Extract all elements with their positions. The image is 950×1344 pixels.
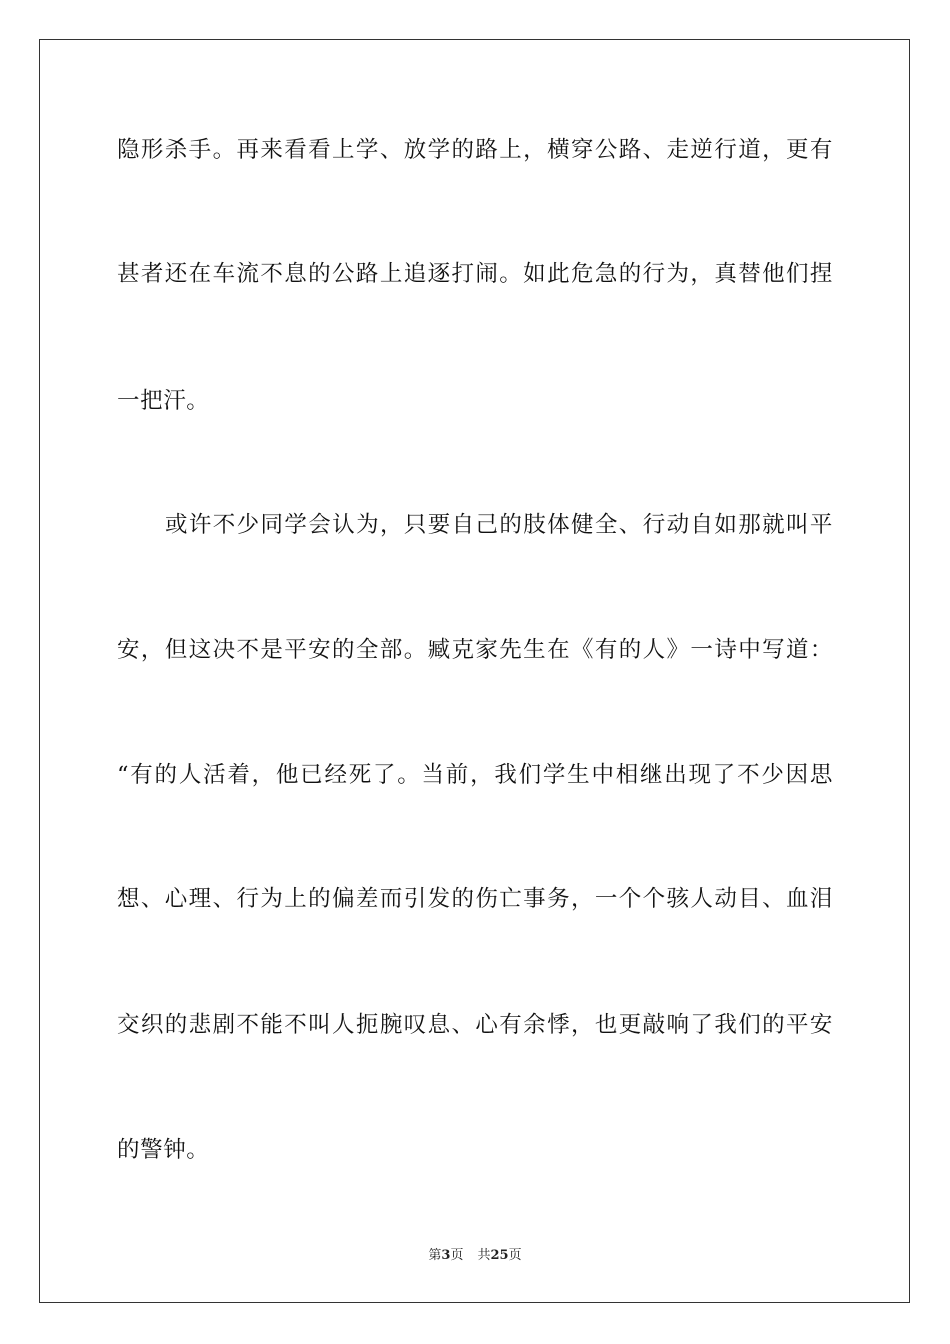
page-number: 3 [441, 1248, 451, 1263]
text-line: 交织的悲剧不能不叫人扼腕叹息、心有余悸，也更敲响了我们的平安 [117, 1012, 833, 1038]
page-border [39, 39, 910, 1303]
text-line: 或许不少同学会认为，只要自己的肢体健全、行动自如那就叫平 [165, 512, 833, 538]
total-label-prefix: 共 [477, 1248, 491, 1263]
total-pages: 25 [490, 1248, 509, 1263]
total-label-suffix: 页 [508, 1248, 522, 1263]
text-line: 甚者还在车流不息的公路上追逐打闹。如此危急的行为，真替他们捏 [117, 261, 833, 287]
page-label-prefix: 第 [428, 1248, 442, 1263]
text-line: 隐形杀手。再来看看上学、放学的路上，横穿公路、走逆行道，更有 [117, 137, 833, 163]
text-line: 想、心理、行为上的偏差而引发的伤亡事务，一个个骇人动目、血泪 [117, 886, 833, 912]
text-line: 一把汗。 [117, 388, 210, 414]
page-label-suffix: 页 [450, 1248, 464, 1263]
text-line: 安，但这决不是平安的全部。臧克家先生在《有的人》一诗中写道： [117, 637, 833, 663]
page-footer [0, 1246, 950, 1266]
text-line: “有的人活着，他已经死了。当前，我们学生中相继出现了不少因思 [117, 762, 833, 788]
text-line: 的警钟。 [117, 1137, 210, 1163]
